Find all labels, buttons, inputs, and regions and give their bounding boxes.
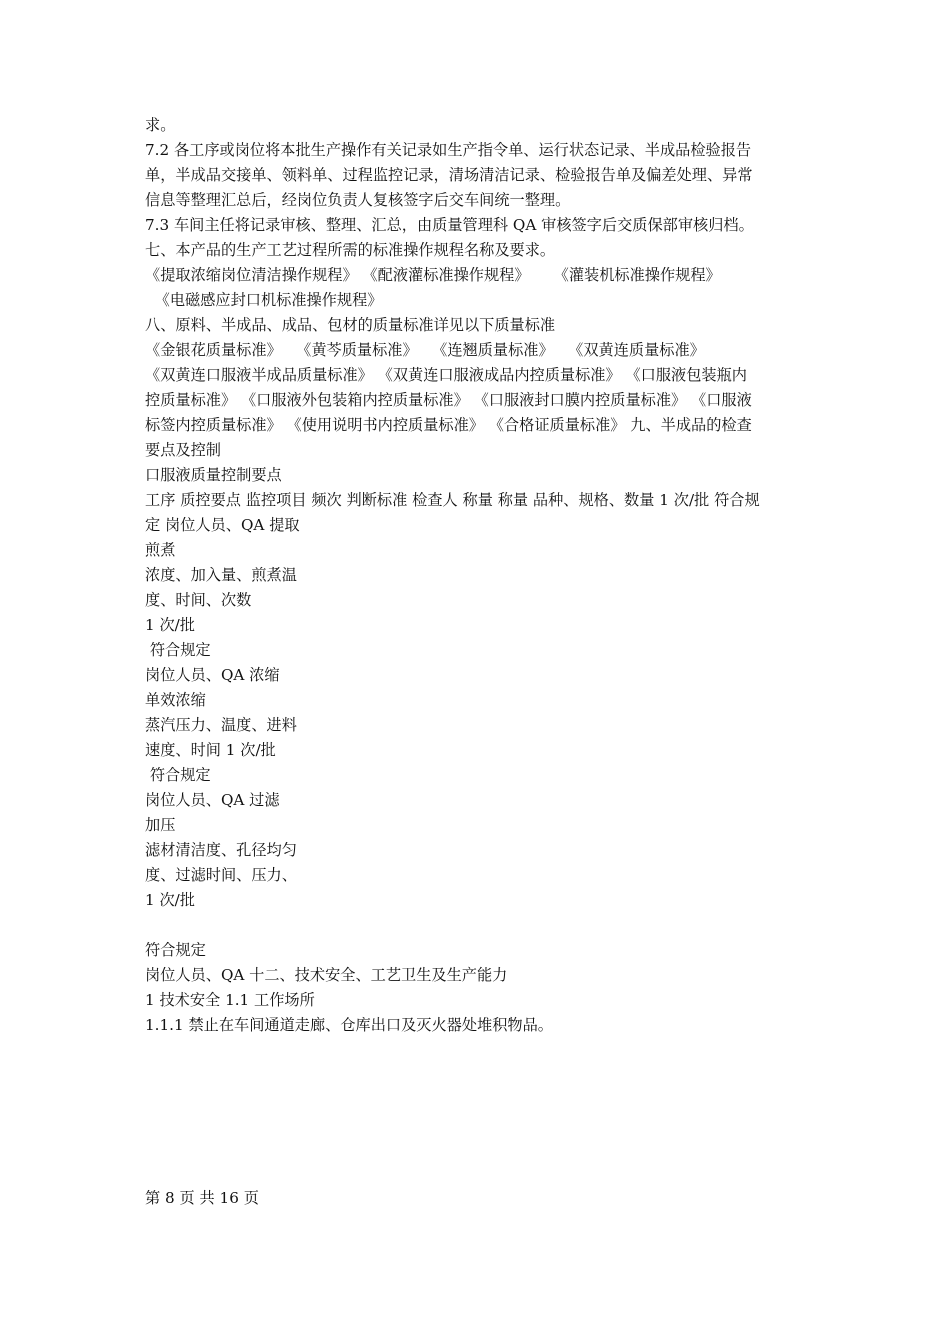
- text-line: 工序 质控要点 监控项目 频次 判断标准 检查人 称量 称量 品种、规格、数量 1 次/批 符合规: [145, 491, 760, 509]
- text-line: 定 岗位人员、QA 提取: [145, 516, 300, 534]
- text-line: 《电磁感应封口机标准操作规程》: [145, 291, 383, 309]
- text-line: 控质量标准》 《口服液外包装箱内控质量标准》 《口服液封口膜内控质量标准》 《口服液: [145, 391, 752, 409]
- text-line: 标签内控质量标准》 《使用说明书内控质量标准》 《合格证质量标准》 九、半成品的检查: [145, 416, 752, 434]
- text-line: 符合规定: [145, 641, 211, 659]
- text-line: 1 次/批: [145, 891, 195, 909]
- text-line: 《双黄连口服液半成品质量标准》 《双黄连口服液成品内控质量标准》 《口服液包装瓶内: [145, 366, 747, 384]
- text-line: 单效浓缩: [145, 691, 206, 709]
- text-line: 度、过滤时间、压力、: [145, 866, 297, 884]
- text-line: 加压: [145, 816, 176, 834]
- text-line: 煎煮: [145, 541, 176, 559]
- text-line: 7.3 车间主任将记录审核、整理、汇总，由质量管理科 QA 审核签字后交质保部审核归档。: [145, 216, 754, 234]
- text-line: 1 技术安全 1.1 工作场所: [145, 991, 315, 1009]
- text-line: 速度、时间 1 次/批: [145, 741, 276, 759]
- text-line: 1.1.1 禁止在车间通道走廊、仓库出口及灭火器处堆积物品。: [145, 1016, 553, 1034]
- text-line: 1 次/批: [145, 616, 195, 634]
- text-line: 度、时间、次数: [145, 591, 252, 609]
- document-body: [145, 113, 810, 1038]
- text-line: 《金银花质量标准》 《黄芩质量标准》 《连翘质量标准》 《双黄连质量标准》: [145, 341, 705, 359]
- text-line: 浓度、加入量、煎煮温: [145, 566, 297, 584]
- section-heading: 七、本产品的生产工艺过程所需的标准操作规程名称及要求。: [145, 241, 556, 259]
- text-line: 岗位人员、QA 过滤: [145, 791, 280, 809]
- page-number-footer: 第 8 页 共 16 页: [145, 1189, 259, 1207]
- blank-line: [145, 913, 810, 938]
- text-line: 滤材清洁度、孔径均匀: [145, 841, 297, 859]
- text-line: 单，半成品交接单、领料单、过程监控记录，清场清洁记录、检验报告单及偏差处理、异常: [145, 166, 753, 184]
- text-line: 符合规定: [145, 766, 211, 784]
- text-line: 蒸汽压力、温度、进料: [145, 716, 297, 734]
- text-line: 《提取浓缩岗位清洁操作规程》 《配液灌标准操作规程》 《灌装机标准操作规程》: [145, 266, 721, 284]
- text-line: 岗位人员、QA 浓缩: [145, 666, 280, 684]
- text-line: 7.2 各工序或岗位将本批生产操作有关记录如生产指令单、运行状态记录、半成品检验报告: [145, 141, 752, 159]
- text-line: 符合规定: [145, 941, 206, 959]
- section-heading: 八、原料、半成品、成品、包材的质量标准详见以下质量标准: [145, 316, 556, 334]
- text-line: 要点及控制: [145, 441, 221, 459]
- text-line: 信息等整理汇总后，经岗位负责人复核签字后交车间统一整理。: [145, 191, 571, 209]
- text-line: 岗位人员、QA 十二、技术安全、工艺卫生及生产能力: [145, 966, 508, 984]
- text-line: 口服液质量控制要点: [145, 466, 282, 484]
- text-line: 求。: [145, 116, 176, 134]
